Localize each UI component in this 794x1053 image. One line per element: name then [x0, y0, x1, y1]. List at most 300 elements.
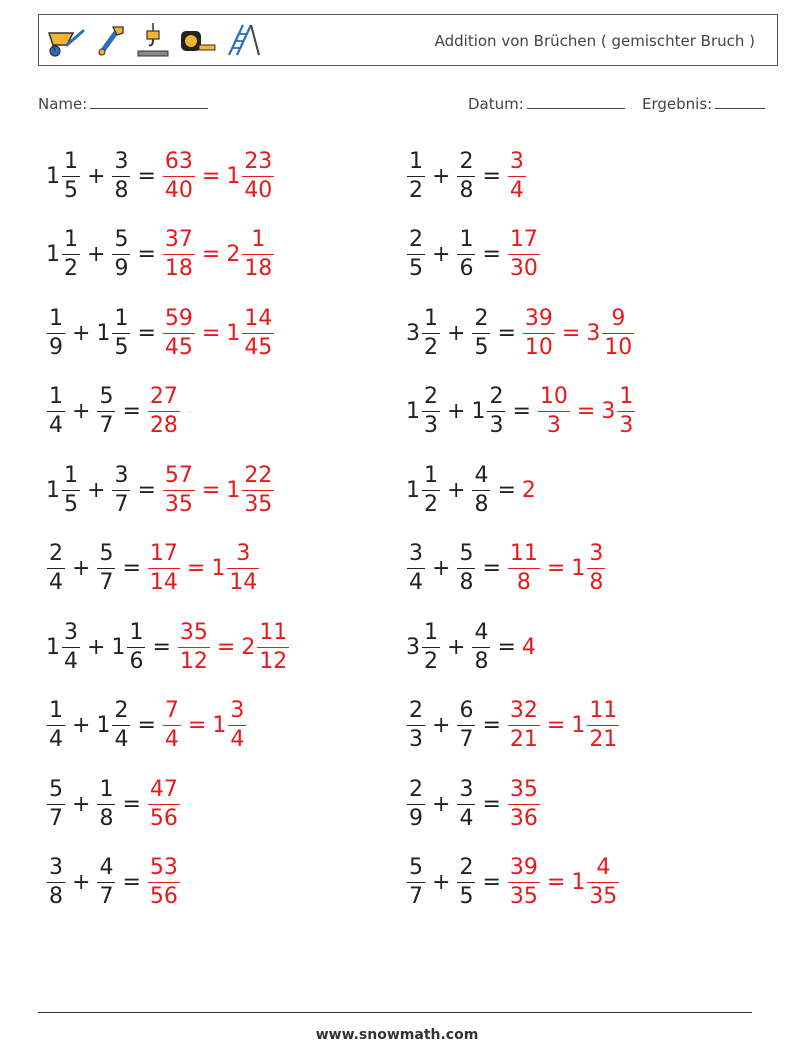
answer-improper-denominator: 8 [516, 570, 531, 595]
plus-sign: + [432, 713, 451, 738]
answer-improper-term [162, 698, 182, 753]
equals-sign: = [201, 477, 221, 503]
equals-sign: = [576, 399, 596, 424]
addend-b-denominator: 7 [99, 413, 114, 438]
answer-mixed-whole: 2 [241, 634, 256, 660]
equals-sign: = [137, 713, 156, 738]
date-label: Datum: [468, 95, 524, 113]
addend-b-fraction [112, 227, 130, 282]
fraction-bar [97, 568, 115, 569]
answer-mixed-fraction [227, 541, 259, 596]
answer-mixed-whole: 1 [211, 556, 226, 581]
answer-improper-term [507, 698, 541, 753]
addend-a-denominator: 4 [64, 648, 78, 674]
addend-b-term [111, 149, 131, 204]
answer-improper-fraction [163, 463, 195, 518]
plus-sign: + [87, 477, 106, 503]
answer-mixed-numerator: 11 [589, 698, 618, 723]
problem-item [406, 141, 527, 211]
answer-mixed-denominator: 35 [244, 491, 273, 517]
problem-item [406, 377, 636, 447]
answer-improper-denominator: 10 [524, 334, 553, 360]
equals-sign: = [561, 320, 581, 346]
problem-item [406, 298, 635, 368]
fraction-bar [148, 804, 180, 805]
plus-sign: + [447, 399, 466, 424]
addend-a-term [406, 306, 441, 361]
answer [507, 698, 620, 753]
problem-item [46, 848, 181, 918]
answer-improper-fraction [148, 777, 180, 832]
addend-b-term [96, 541, 116, 596]
answer-mixed-denominator: 35 [589, 884, 618, 909]
equals-sign: = [546, 556, 566, 581]
fraction-bar [407, 176, 425, 177]
name-blank[interactable] [90, 94, 208, 109]
fraction-bar [457, 725, 475, 726]
answer-improper-term [537, 384, 571, 439]
addend-b-denominator: 4 [459, 805, 474, 831]
fraction-bar [422, 333, 440, 334]
addend-b-term [96, 384, 116, 439]
answer-mixed-term [586, 306, 635, 361]
addend-a-term [46, 698, 66, 753]
plus-sign: + [432, 242, 451, 267]
crane-hook-icon [135, 21, 171, 59]
addend-b-denominator: 3 [489, 413, 504, 438]
result-blank[interactable] [715, 94, 765, 109]
addend-b-fraction [97, 855, 115, 910]
addend-a-denominator: 3 [409, 727, 423, 752]
problem-item [46, 534, 260, 604]
addend-a-numerator: 2 [409, 227, 423, 252]
equals-sign: = [216, 634, 236, 660]
addend-a-term [406, 384, 441, 439]
addend-a-fraction [62, 227, 80, 282]
fraction-bar [457, 882, 475, 883]
addend-a-denominator: 5 [64, 491, 78, 517]
fraction-bar [62, 176, 80, 177]
addend-a-denominator: 2 [64, 256, 78, 281]
addend-b-term [456, 698, 476, 753]
answer-improper-denominator: 12 [179, 648, 208, 674]
equals-sign: = [482, 870, 501, 895]
answer [162, 306, 275, 361]
name-label: Name: [38, 95, 88, 113]
addend-b-denominator: 5 [114, 334, 129, 360]
fraction-bar [112, 176, 130, 177]
addend-b-numerator: 1 [129, 619, 144, 645]
answer-improper-fraction [538, 384, 570, 439]
answer-mixed-term [571, 541, 606, 596]
answer-improper-numerator: 10 [539, 384, 568, 409]
addend-a-fraction [62, 620, 80, 675]
answer-improper-numerator: 3 [509, 148, 524, 174]
fraction-bar [163, 725, 181, 726]
fraction-bar [457, 254, 475, 255]
plus-sign: + [87, 242, 106, 267]
plus-sign: + [447, 477, 466, 503]
fraction-bar [487, 411, 505, 412]
answer [537, 384, 636, 439]
ladder-icon [223, 21, 263, 59]
plus-sign: + [72, 713, 91, 738]
addend-b-whole: 1 [96, 713, 111, 738]
problem-item [46, 769, 181, 839]
wheelbarrow-icon [43, 21, 87, 59]
addend-b-numerator: 6 [459, 698, 474, 723]
answer-improper-numerator: 32 [509, 698, 538, 723]
footer-url: www.snowmath.com [315, 1027, 479, 1043]
equals-sign: = [201, 163, 221, 189]
answer-improper-term [162, 463, 196, 518]
addend-a-denominator: 9 [49, 334, 63, 360]
addend-b-fraction [457, 149, 475, 204]
answer-improper-denominator: 4 [164, 727, 179, 752]
addend-b-denominator: 6 [459, 256, 474, 281]
equals-sign: = [546, 713, 566, 738]
fraction-bar [163, 254, 195, 255]
addend-a-fraction [407, 855, 425, 910]
addend-a-numerator: 1 [424, 462, 438, 488]
addend-b-numerator: 2 [474, 305, 489, 331]
answer-mixed-numerator: 1 [619, 384, 634, 409]
answer [507, 541, 606, 596]
result-field[interactable] [642, 94, 765, 113]
plus-sign: + [87, 163, 106, 189]
addend-b-numerator: 5 [99, 541, 114, 566]
answer-mixed-denominator: 45 [244, 334, 273, 360]
answer-improper-term [162, 227, 196, 282]
addend-a-term [406, 149, 426, 204]
addend-b-fraction [472, 620, 490, 675]
addend-b-whole: 1 [471, 399, 486, 424]
addend-b-fraction [112, 306, 130, 361]
addend-b-term [456, 541, 476, 596]
addend-b-term [111, 463, 131, 518]
answer [162, 149, 275, 204]
problem-item [406, 220, 541, 290]
fraction-bar [457, 176, 475, 177]
answer-improper-term [147, 541, 181, 596]
addend-a-denominator: 4 [49, 570, 63, 595]
fraction-bar [97, 411, 115, 412]
addend-a-fraction [47, 306, 65, 361]
fraction-bar [47, 568, 65, 569]
plus-sign: + [72, 870, 91, 895]
answer-mixed-denominator: 18 [244, 256, 273, 281]
answer-mixed-fraction [257, 620, 289, 675]
answer-improper-denominator: 30 [509, 256, 538, 281]
answer-improper-fraction [178, 620, 210, 675]
answer-mixed-denominator: 4 [230, 727, 245, 752]
answer-mixed-denominator: 10 [604, 334, 633, 360]
fraction-bar [407, 882, 425, 883]
answer-mixed-numerator: 14 [244, 305, 273, 331]
fraction-bar [112, 254, 130, 255]
addend-a-denominator: 2 [409, 177, 423, 203]
answer-improper-numerator: 47 [149, 776, 178, 802]
addend-a-term [46, 227, 81, 282]
answer-improper-fraction [163, 149, 195, 204]
answer-mixed-fraction [587, 855, 619, 910]
answer-improper-numerator: 17 [509, 227, 538, 252]
fraction-bar [62, 647, 80, 648]
addend-b-numerator: 3 [114, 462, 129, 488]
addend-a-fraction [47, 855, 65, 910]
addend-b-numerator: 2 [459, 855, 474, 880]
problem-item [406, 534, 606, 604]
plus-sign: + [72, 320, 91, 346]
fraction-bar [163, 490, 195, 491]
fraction-bar [422, 411, 440, 412]
addend-b-denominator: 8 [99, 805, 114, 831]
addend-b-denominator: 8 [474, 648, 489, 674]
name-field[interactable] [38, 94, 208, 113]
equals-sign: = [122, 399, 141, 424]
answer-mixed-whole: 1 [571, 870, 586, 895]
tape-measure-icon [177, 21, 217, 59]
answer-mixed-whole: 1 [226, 477, 241, 503]
answer-improper-term [147, 855, 181, 910]
addend-b-denominator: 8 [459, 570, 474, 595]
addend-b-fraction [472, 463, 490, 518]
addend-a-term [406, 620, 441, 675]
fraction-bar [617, 411, 635, 412]
problem-item [406, 769, 541, 839]
problem-item [406, 455, 536, 525]
answer-mixed-denominator: 12 [259, 648, 288, 674]
addend-a-whole: 1 [46, 477, 60, 503]
fraction-bar [163, 333, 195, 334]
addend-a-numerator: 5 [409, 855, 423, 880]
answer-mixed-denominator: 40 [244, 177, 273, 203]
answer-improper-fraction [163, 306, 195, 361]
equals-sign: = [546, 870, 566, 895]
answer [147, 384, 181, 439]
addend-b-numerator: 5 [114, 227, 129, 252]
fraction-bar [148, 411, 180, 412]
answer-mixed-term [211, 541, 260, 596]
addend-a-term [46, 855, 66, 910]
header-icons [43, 21, 263, 59]
fraction-bar [472, 490, 490, 491]
fraction-bar [523, 333, 555, 334]
fraction-bar [47, 411, 65, 412]
addend-b-numerator: 2 [459, 148, 474, 174]
problem-item [46, 612, 290, 682]
answer [147, 541, 260, 596]
answer-improper-numerator: 35 [509, 776, 538, 802]
equals-sign: = [497, 634, 516, 660]
addend-a-term [46, 777, 66, 832]
answer [522, 635, 536, 660]
addend-a-denominator: 4 [49, 727, 63, 752]
plus-sign: + [72, 399, 91, 424]
fraction-bar [112, 490, 130, 491]
addend-a-denominator: 9 [409, 805, 423, 831]
equals-sign: = [137, 163, 156, 189]
fraction-bar [457, 804, 475, 805]
problem-item [46, 691, 247, 761]
addend-a-whole: 1 [406, 399, 420, 424]
answer-mixed-term [241, 620, 290, 675]
addend-a-denominator: 5 [409, 256, 423, 281]
addend-a-denominator: 7 [409, 884, 423, 909]
equals-sign: = [186, 556, 206, 581]
addend-b-fraction [457, 541, 475, 596]
answer-improper-denominator: 3 [546, 413, 561, 438]
fraction-bar [62, 490, 80, 491]
fraction-bar [148, 568, 180, 569]
fraction-bar [407, 254, 425, 255]
fraction-bar [422, 490, 440, 491]
addend-b-fraction [487, 384, 505, 439]
addend-a-term [46, 384, 66, 439]
equals-sign: = [201, 242, 221, 267]
answer-mixed-term [571, 855, 620, 910]
addend-a-numerator: 5 [49, 776, 63, 802]
addend-b-numerator: 2 [114, 698, 129, 723]
fraction-bar [602, 333, 634, 334]
problem-item [46, 298, 275, 368]
equals-sign: = [497, 320, 516, 346]
addend-a-fraction [47, 541, 65, 596]
answer [507, 777, 541, 832]
answer [162, 227, 275, 282]
problem-item [406, 848, 620, 918]
addend-b-fraction [112, 698, 130, 753]
date-field[interactable] [468, 94, 625, 113]
fraction-bar [587, 568, 605, 569]
footer-divider [38, 1012, 752, 1013]
addend-a-whole: 1 [46, 634, 60, 660]
answer-mixed-fraction [587, 541, 605, 596]
addend-a-fraction [407, 149, 425, 204]
answer-improper-numerator: 63 [164, 148, 193, 174]
plus-sign: + [447, 320, 466, 346]
answer-mixed-whole: 3 [586, 320, 601, 346]
answer-improper-fraction [163, 698, 181, 753]
addend-b-numerator: 3 [114, 148, 129, 174]
answer-improper-fraction [508, 541, 540, 596]
fraction-bar [47, 333, 65, 334]
equals-sign: = [512, 399, 531, 424]
addend-b-numerator: 5 [459, 541, 474, 566]
addend-b-term [471, 620, 491, 675]
addend-b-term [456, 149, 476, 204]
addend-b-numerator: 5 [99, 384, 114, 409]
fraction-bar [112, 725, 130, 726]
addend-b-fraction [457, 227, 475, 282]
answer-mixed-fraction [602, 306, 634, 361]
addend-a-denominator: 4 [49, 413, 63, 438]
addend-a-numerator: 2 [49, 541, 63, 566]
equals-sign: = [187, 713, 207, 738]
addend-b-denominator: 9 [114, 256, 129, 281]
fraction-bar [242, 333, 274, 334]
addend-b-whole: 1 [96, 320, 111, 346]
answer-improper-term [507, 777, 541, 832]
addend-a-fraction [407, 541, 425, 596]
answer-improper-fraction [508, 227, 540, 282]
addend-a-numerator: 1 [64, 227, 78, 252]
answer-mixed-denominator: 8 [589, 570, 604, 595]
addend-b-fraction [97, 777, 115, 832]
answer-improper-numerator: 59 [164, 305, 193, 331]
answer [177, 620, 290, 675]
answer-improper-numerator: 7 [164, 698, 179, 723]
fraction-bar [242, 176, 274, 177]
addend-b-denominator: 8 [474, 491, 489, 517]
fraction-bar [127, 647, 145, 648]
answer [522, 478, 536, 503]
fraction-bar [472, 647, 490, 648]
fraction-bar [242, 254, 274, 255]
problem-item [406, 612, 536, 682]
date-blank[interactable] [527, 94, 625, 109]
fraction-bar [257, 647, 289, 648]
addend-a-numerator: 3 [64, 619, 78, 645]
answer-improper-fraction [148, 384, 180, 439]
answer-whole: 2 [521, 477, 536, 503]
answer-improper-numerator: 57 [164, 462, 193, 488]
answer-mixed-numerator: 1 [251, 227, 266, 252]
plus-sign: + [432, 556, 451, 581]
answer-mixed-numerator: 3 [230, 698, 245, 723]
answer-improper-numerator: 27 [149, 384, 178, 409]
answer-whole: 4 [521, 634, 536, 660]
equals-sign: = [122, 556, 141, 581]
answer-improper-denominator: 56 [149, 884, 178, 909]
addend-a-term [406, 777, 426, 832]
addend-a-whole: 3 [406, 634, 420, 660]
addend-a-numerator: 2 [409, 698, 423, 723]
answer [522, 306, 635, 361]
answer-mixed-denominator: 21 [589, 727, 618, 752]
answer-mixed-numerator: 11 [259, 619, 288, 645]
answer-improper-numerator: 35 [179, 619, 208, 645]
addend-b-term [456, 855, 476, 910]
addend-a-term [46, 463, 81, 518]
fraction-bar [422, 647, 440, 648]
answer-mixed-numerator: 4 [596, 855, 611, 880]
problem-item [406, 691, 620, 761]
addend-a-term [46, 149, 81, 204]
answer-improper-term [507, 149, 527, 204]
addend-b-numerator: 1 [99, 776, 114, 802]
addend-b-term [96, 306, 131, 361]
plus-sign: + [432, 163, 451, 189]
answer-mixed-whole: 1 [571, 713, 586, 738]
answer-mixed-numerator: 22 [244, 462, 273, 488]
fraction-bar [112, 333, 130, 334]
answer-mixed-fraction [228, 698, 246, 753]
addend-a-denominator: 2 [424, 334, 438, 360]
answer-improper-fraction [523, 306, 555, 361]
fraction-bar [47, 804, 65, 805]
addend-a-fraction [407, 698, 425, 753]
addend-b-numerator: 2 [489, 384, 504, 409]
addend-a-numerator: 3 [409, 541, 423, 566]
answer-mixed-whole: 2 [226, 242, 241, 267]
addend-b-denominator: 7 [459, 727, 474, 752]
addend-b-denominator: 4 [114, 727, 129, 752]
addend-b-fraction [97, 541, 115, 596]
fraction-bar [97, 804, 115, 805]
answer-mixed-term [226, 306, 275, 361]
answer-improper-term [507, 541, 541, 596]
